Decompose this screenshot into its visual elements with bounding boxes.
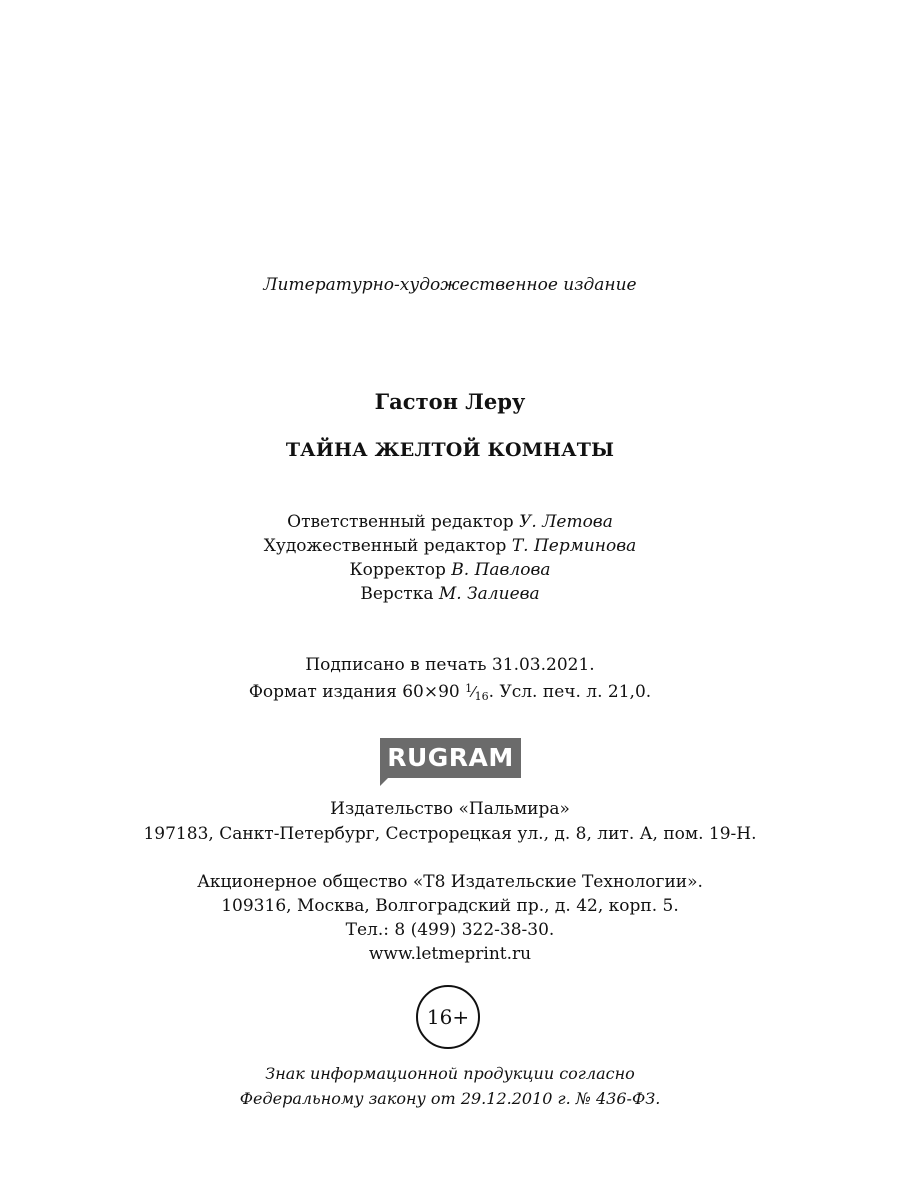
credit-name: В. Павлова [451,560,551,580]
printer-name: Акционерное общество «Т8 Издательские Технологии». [197,872,703,892]
edition-type: Литературно-художественное издание [263,275,637,295]
rugram-logo [380,738,521,778]
format-fraction-slash: ⁄ [472,683,475,701]
credit-line-art-editor [0,534,900,558]
format-suffix: . Усл. печ. л. 21,0. [488,682,652,702]
credit-role: Верстка [360,584,434,604]
printer-website: www.letmeprint.ru [368,944,532,964]
logo-text: RUGRAM [387,743,514,772]
book-author: Гастон Леру [374,389,526,414]
print-format [0,677,900,709]
format-prefix: Формат издания 60×90 [248,682,460,702]
book-title: ТАЙНА ЖЕЛТОЙ КОМНАТЫ [285,439,615,461]
law-notice-line-1: Знак информационной продукции согласно [265,1064,635,1083]
credit-name: М. Залиева [438,584,540,604]
credit-line-proofreader [0,558,900,582]
law-notice-line-2: Федеральному закону от 29.12.2010 г. № 436-ФЗ. [239,1089,661,1108]
credit-name: Т. Перминова [511,536,637,556]
credit-line-editor [0,510,900,534]
age-rating-text: 16+ [426,1005,470,1029]
age-rating-badge [416,985,480,1049]
format-fraction-denominator: 16 [474,690,489,703]
format-fraction-numerator: 1 [465,682,473,695]
printer-address: 109316, Москва, Волгоградский пр., д. 42, корп. 5. [221,896,679,916]
credit-role: Ответственный редактор [287,512,514,532]
logo-notch-shape [380,778,388,786]
credit-role: Художественный редактор [263,536,507,556]
printer-phone: Тел.: 8 (499) 322-38-30. [345,920,555,940]
credit-role: Корректор [349,560,446,580]
credit-line-layout [0,582,900,606]
publisher-name: Издательство «Пальмира» [330,799,570,819]
print-signed-date: Подписано в печать 31.03.2021. [305,655,595,675]
credit-name: У. Летова [519,512,613,532]
publisher-address: 197183, Санкт-Петербург, Сестрорецкая ул., д. 8, лит. А, пом. 19-Н. [143,824,757,844]
